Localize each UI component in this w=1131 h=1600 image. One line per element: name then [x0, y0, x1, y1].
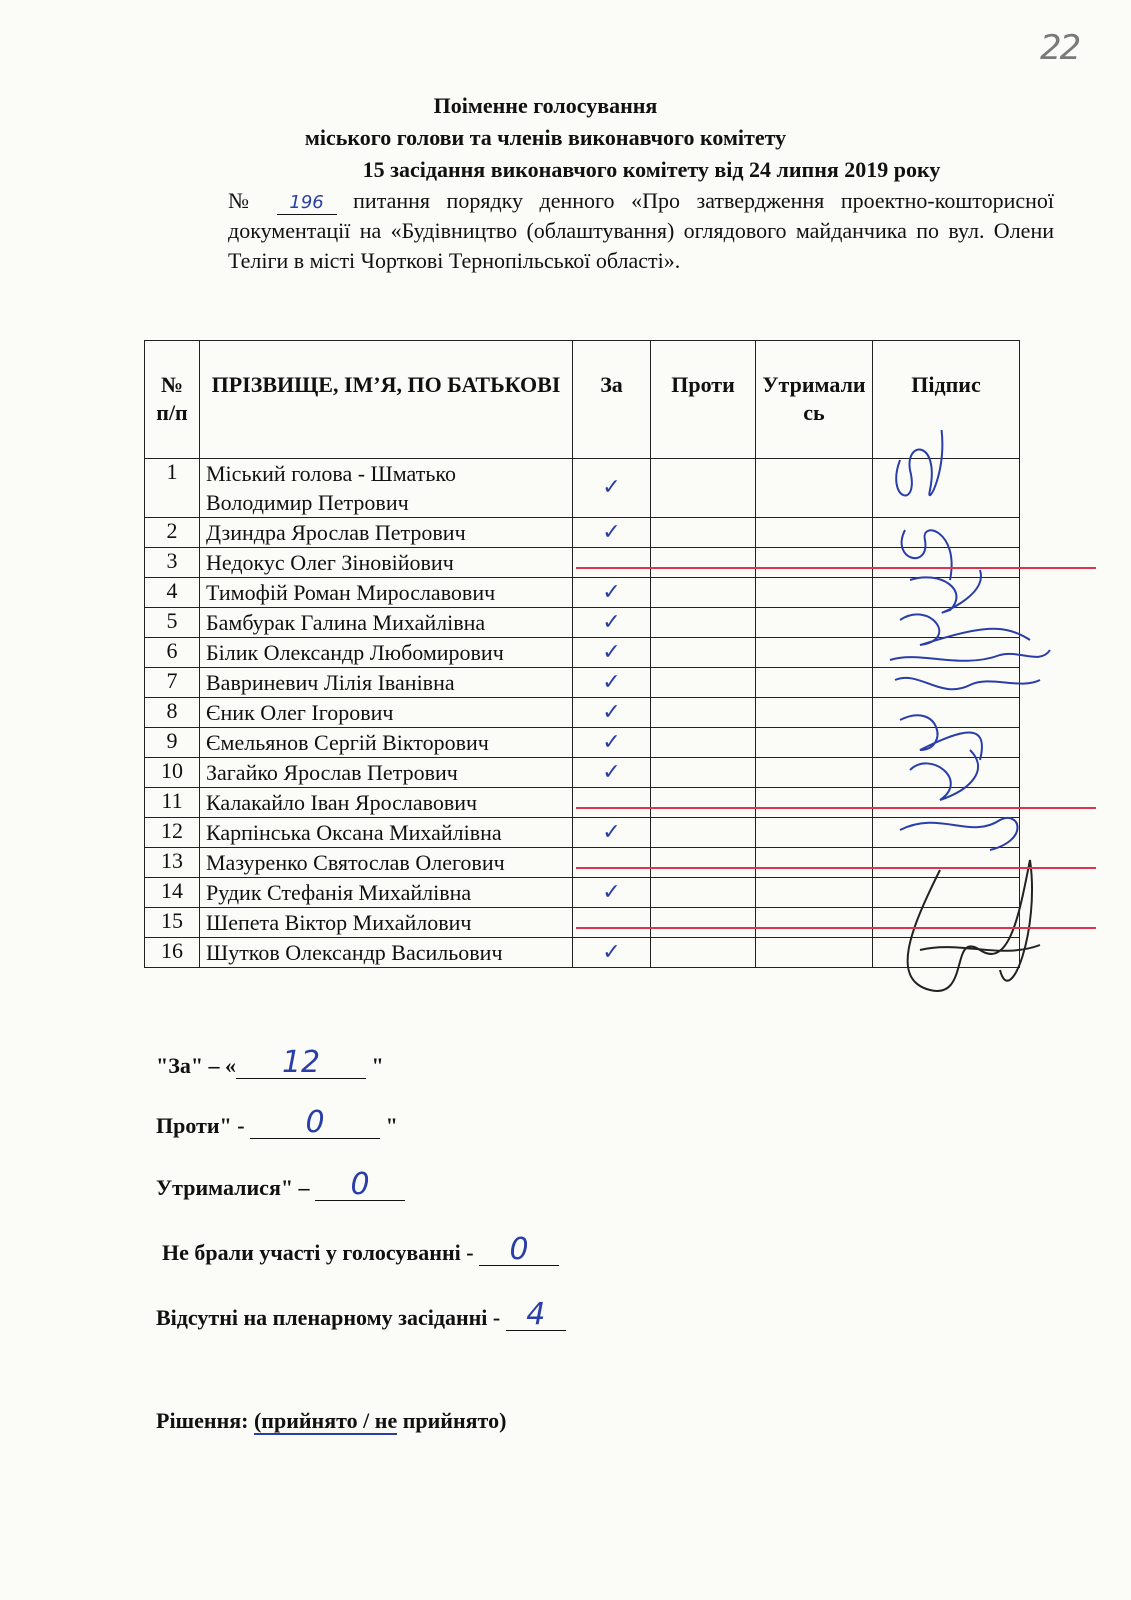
- vote-for-cell: [573, 459, 651, 518]
- agenda-item-number: 196: [277, 192, 337, 215]
- total-absent-value: 4: [506, 1300, 566, 1331]
- member-name: Шепета Віктор Михайлович: [200, 908, 573, 938]
- member-name: Міський голова - Шматько Володимир Петрович: [200, 459, 573, 518]
- row-number: 6: [145, 638, 200, 668]
- member-name: Ємельянов Сергій Вікторович: [200, 728, 573, 758]
- vote-abstained-cell: [756, 698, 873, 728]
- header-for: За: [573, 341, 651, 459]
- row-number: 8: [145, 698, 200, 728]
- vote-for-cell: [573, 878, 651, 908]
- total-not-voted: [162, 1232, 559, 1267]
- document-subtitle: міського голови та членів виконавчого комітету: [304, 125, 787, 150]
- total-against-value: 0: [250, 1108, 380, 1139]
- vote-against-cell: [651, 728, 756, 758]
- decision-accepted-text: прийнято / не: [261, 1408, 398, 1433]
- vote-for-cell: [573, 758, 651, 788]
- header-name: ПРІЗВИЩЕ, ІМ’Я, ПО БАТЬКОВІ: [200, 341, 573, 459]
- vote-against-cell: [651, 638, 756, 668]
- check-mark-icon: ✓: [602, 760, 621, 785]
- total-abstained-value: 0: [315, 1170, 405, 1201]
- absent-strike-line: [576, 807, 1096, 809]
- row-number: 3: [145, 548, 200, 578]
- vote-for-cell: [573, 518, 651, 548]
- check-mark-icon: ✓: [602, 670, 621, 695]
- vote-against-cell: [651, 578, 756, 608]
- vote-against-cell: [651, 788, 756, 818]
- agenda-item: [228, 186, 1054, 276]
- vote-against-cell: [651, 698, 756, 728]
- document-title: Поіменне голосування: [433, 93, 658, 118]
- vote-against-cell: [651, 878, 756, 908]
- member-name: Загайко Ярослав Петрович: [200, 758, 573, 788]
- vote-for-cell: [573, 698, 651, 728]
- vote-against-cell: [651, 848, 756, 878]
- row-number: 14: [145, 878, 200, 908]
- vote-abstained-cell: [756, 578, 873, 608]
- decision-rest: прийнято): [397, 1408, 507, 1433]
- vote-against-cell: [651, 518, 756, 548]
- check-mark-icon: ✓: [602, 640, 621, 665]
- check-mark-icon: ✓: [602, 730, 621, 755]
- total-for-value: 12: [236, 1048, 366, 1079]
- row-number: 7: [145, 668, 200, 698]
- agenda-text: питання порядку денного «Про затвердження проектно-кошторисної документації на «Будівництво (облаштування) оглядового майданчика по вул. Олени Теліги в місті Чорткові Тернопільської області».: [228, 188, 1055, 273]
- vote-for-cell: [573, 818, 651, 848]
- signatures-image: [880, 430, 1070, 1030]
- member-name: Дзиндра Ярослав Петрович: [200, 518, 573, 548]
- vote-for-cell: [573, 848, 651, 878]
- vote-abstained-cell: [756, 459, 873, 518]
- row-number: 5: [145, 608, 200, 638]
- total-absent: [156, 1297, 566, 1332]
- total-for-label: "За" – «: [156, 1053, 237, 1078]
- vote-abstained-cell: [756, 608, 873, 638]
- total-for-suffix: ": [371, 1053, 384, 1078]
- vote-for-cell: [573, 608, 651, 638]
- member-name: Калакайло Іван Ярославович: [200, 788, 573, 818]
- total-against: [156, 1105, 398, 1140]
- header-abstained: Утримались: [756, 341, 873, 459]
- member-name: Рудик Стефанія Михайлівна: [200, 878, 573, 908]
- check-mark-icon: ✓: [602, 700, 621, 725]
- row-number: 11: [145, 788, 200, 818]
- vote-abstained-cell: [756, 548, 873, 578]
- decision: [156, 1408, 506, 1434]
- member-name: Недокус Олег Зіновійович: [200, 548, 573, 578]
- row-number: 15: [145, 908, 200, 938]
- total-abstained-label: Утрималися" –: [156, 1175, 316, 1200]
- check-mark-icon: ✓: [602, 520, 621, 545]
- absent-strike-line: [576, 927, 1096, 929]
- vote-against-cell: [651, 818, 756, 848]
- vote-abstained-cell: [756, 728, 873, 758]
- vote-for-cell: [573, 578, 651, 608]
- agenda-prefix: №: [228, 188, 261, 213]
- vote-for-cell: [573, 728, 651, 758]
- vote-abstained-cell: [756, 788, 873, 818]
- header-signature: Підпис: [873, 341, 1020, 459]
- decision-accepted: [254, 1408, 397, 1435]
- vote-for-cell: [573, 938, 651, 968]
- vote-abstained-cell: [756, 938, 873, 968]
- check-mark-icon: ✓: [602, 580, 621, 605]
- vote-for-cell: [573, 908, 651, 938]
- check-mark-icon: ✓: [602, 610, 621, 635]
- row-number: 4: [145, 578, 200, 608]
- vote-for-cell: [573, 548, 651, 578]
- vote-against-cell: [651, 459, 756, 518]
- decision-open-paren: (: [253, 1408, 262, 1433]
- vote-abstained-cell: [756, 638, 873, 668]
- vote-abstained-cell: [756, 758, 873, 788]
- member-name: Білик Олександр Любомирович: [200, 638, 573, 668]
- total-absent-label: Відсутні на пленарному засіданні -: [156, 1305, 506, 1330]
- vote-abstained-cell: [756, 668, 873, 698]
- header-against: Проти: [651, 341, 756, 459]
- vote-for-cell: [573, 638, 651, 668]
- row-number: 9: [145, 728, 200, 758]
- total-abstained: [156, 1167, 405, 1202]
- row-number: 10: [145, 758, 200, 788]
- row-number: 1: [145, 459, 200, 518]
- check-mark-icon: ✓: [602, 940, 621, 965]
- total-against-suffix: ": [385, 1113, 398, 1138]
- member-name: Тимофій Роман Мирославович: [200, 578, 573, 608]
- total-for: [156, 1045, 384, 1080]
- check-mark-icon: ✓: [602, 820, 621, 845]
- vote-abstained-cell: [756, 518, 873, 548]
- check-mark-icon: ✓: [602, 880, 621, 905]
- vote-against-cell: [651, 668, 756, 698]
- vote-abstained-cell: [756, 848, 873, 878]
- total-not-voted-value: 0: [479, 1235, 559, 1266]
- vote-against-cell: [651, 758, 756, 788]
- decision-label: Рішення:: [156, 1408, 254, 1433]
- member-name: Карпінська Оксана Михайлівна: [200, 818, 573, 848]
- vote-abstained-cell: [756, 908, 873, 938]
- vote-abstained-cell: [756, 878, 873, 908]
- vote-for-cell: [573, 668, 651, 698]
- total-against-label: Проти" -: [156, 1113, 251, 1138]
- total-not-voted-label: Не брали участі у голосуванні -: [162, 1240, 480, 1265]
- member-name: Мазуренко Святослав Олегович: [200, 848, 573, 878]
- vote-for-cell: [573, 788, 651, 818]
- member-name: Вавриневич Лілія Іванівна: [200, 668, 573, 698]
- absent-strike-line: [576, 867, 1096, 869]
- meeting-date-line: 15 засідання виконавчого комітету від 24 липня 2019 року: [362, 157, 941, 182]
- vote-against-cell: [651, 608, 756, 638]
- row-number: 16: [145, 938, 200, 968]
- vote-against-cell: [651, 908, 756, 938]
- row-number: 2: [145, 518, 200, 548]
- member-name: Єник Олег Ігорович: [200, 698, 573, 728]
- vote-abstained-cell: [756, 818, 873, 848]
- page-number: 22: [1040, 28, 1080, 68]
- row-number: 13: [145, 848, 200, 878]
- member-name: Шутков Олександр Васильович: [200, 938, 573, 968]
- member-name: Бамбурак Галина Михайлівна: [200, 608, 573, 638]
- header-num: № п/п: [145, 341, 200, 459]
- absent-strike-line: [576, 567, 1096, 569]
- check-mark-icon: ✓: [602, 475, 621, 500]
- vote-against-cell: [651, 938, 756, 968]
- vote-against-cell: [651, 548, 756, 578]
- row-number: 12: [145, 818, 200, 848]
